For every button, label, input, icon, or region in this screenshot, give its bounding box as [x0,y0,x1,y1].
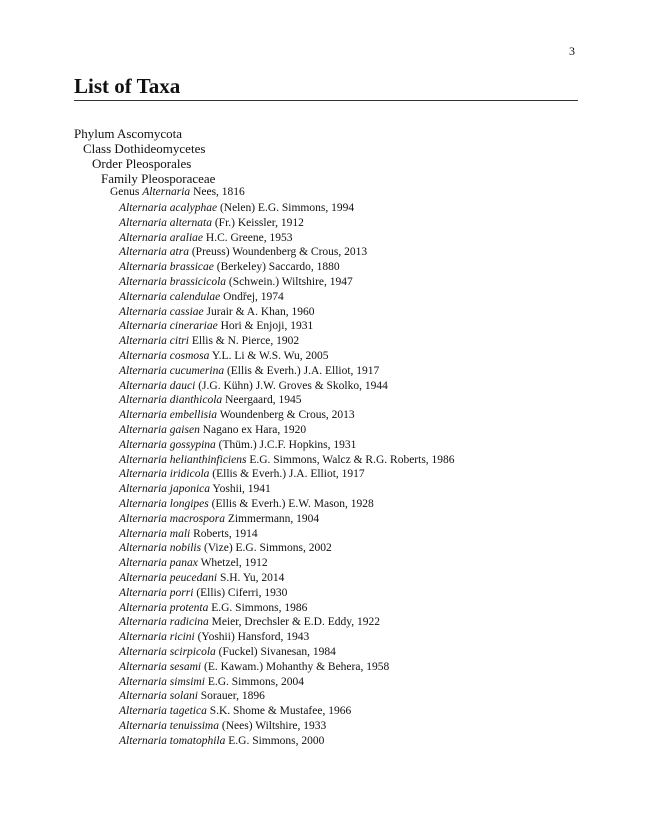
species-name: Alternaria porri [119,586,194,599]
species-authority: Hori & Enjoji, 1931 [217,320,314,333]
species-authority: (Fr.) Keissler, 1912 [211,216,304,229]
species-entry [119,394,302,406]
species-name: Alternaria alternata [119,216,212,229]
species-name: Alternaria iridicola [119,468,210,481]
page-title: List of Taxa [74,74,181,98]
species-entry [119,661,389,673]
species-entry [119,291,284,303]
species-entry [119,276,353,288]
species-name: Alternaria solani [119,690,198,703]
species-name: Alternaria brassicicola [119,276,227,288]
species-name: Alternaria ricini [119,631,195,644]
title-divider [74,100,578,101]
species-entry [119,542,332,554]
species-name: Alternaria sesami [119,660,202,673]
species-name: Alternaria dauci [119,379,196,392]
species-name: Alternaria calendulae [119,290,221,303]
genus-prefix: Genus [110,186,140,198]
species-entry [119,306,315,318]
species-authority: Yoshii, 1941 [210,483,271,496]
species-entry [119,572,284,584]
species-authority: H.C. Greene, 1953 [203,231,293,244]
genus-name: Alternaria [142,186,191,198]
species-entry [119,246,367,258]
species-authority: (Preuss) Woundenberg & Crous, 2013 [188,246,368,259]
page-number: 3 [569,44,575,58]
genus-authority: Nees, 1816 [193,186,245,198]
species-authority: (Nelen) E.G. Simmons, 1994 [217,202,355,214]
species-name: Alternaria cassiae [119,305,204,318]
species-entry [119,424,306,436]
species-authority: E.G. Simmons, 2000 [225,734,325,747]
order-entry: Order Pleosporales [92,156,192,171]
species-entry [119,646,336,658]
species-name: Alternaria radicina [119,616,209,629]
species-name: Alternaria tomatophila [119,734,226,747]
species-authority: (Fuckel) Sivanesan, 1984 [215,646,336,658]
species-entry [119,439,356,451]
species-authority: Meier, Drechsler & E.D. Eddy, 1922 [208,616,381,629]
species-authority: Nagano ex Hara, 1920 [199,424,307,436]
species-authority: (Berkeley) Saccardo, 1880 [213,261,340,274]
species-name: Alternaria embellisia [119,409,218,422]
species-name: Alternaria tagetica [119,705,207,718]
species-name: Alternaria japonica [119,483,211,496]
species-entry [119,365,379,377]
species-entry [119,380,388,392]
species-entry [119,217,304,229]
species-authority: (Schwein.) Wiltshire, 1947 [226,276,353,288]
species-entry [119,498,374,510]
genus-entry [110,186,245,198]
species-entry [119,232,292,244]
species-authority: Jurair & A. Khan, 1960 [203,305,315,318]
species-entry [119,350,329,362]
species-authority: E.G. Simmons, 2004 [204,675,304,688]
species-name: Alternaria araliae [119,231,204,244]
species-entry [119,409,355,421]
species-entry [119,602,307,614]
species-authority: Ondřej, 1974 [220,290,284,303]
species-entry [119,335,299,347]
species-name: Alternaria citri [119,335,189,348]
class-entry: Class Dothideomycetes [83,141,206,156]
species-authority: (Ellis) Ciferri, 1930 [193,586,288,599]
species-authority: Neergaard, 1945 [222,394,302,407]
species-entry [119,616,380,628]
species-name: Alternaria scirpicola [119,646,216,658]
species-authority: Zimmermann, 1904 [224,512,320,525]
species-authority: (E. Kawam.) Mohanthy & Behera, 1958 [201,660,390,673]
species-entry [119,468,365,480]
species-entry [119,513,319,525]
species-name: Alternaria cosmosa [119,350,210,362]
species-authority: S.H. Yu, 2014 [217,572,285,584]
species-authority: Whetzel, 1912 [197,557,268,570]
species-name: Alternaria macrospora [119,512,225,525]
species-entry [119,587,287,599]
species-authority: (Thüm.) J.C.F. Hopkins, 1931 [215,438,357,451]
species-entry [119,261,340,273]
species-authority: Roberts, 1914 [190,527,258,540]
species-authority: Woundenberg & Crous, 2013 [217,409,355,422]
species-authority: E.G. Simmons, Walcz & R.G. Roberts, 1986 [246,453,455,466]
species-name: Alternaria acalyphae [119,202,218,214]
phylum-entry: Phylum Ascomycota [74,126,182,141]
species-entry [119,528,258,540]
species-entry [119,705,351,717]
species-entry [119,454,455,466]
species-authority: (Vize) E.G. Simmons, 2002 [201,542,332,555]
species-name: Alternaria dianthicola [119,394,223,407]
species-authority: Y.L. Li & W.S. Wu, 2005 [209,350,329,362]
species-name: Alternaria brassicae [119,261,214,274]
species-authority: S.K. Shome & Mustafee, 1966 [206,705,352,718]
species-name: Alternaria longipes [119,498,209,510]
species-entry [119,690,265,702]
species-name: Alternaria gossypina [119,438,216,451]
species-authority: (Nees) Wiltshire, 1933 [219,720,327,732]
species-entry [119,631,309,643]
species-entry [119,676,304,688]
species-authority: (Ellis & Everh.) J.A. Elliot, 1917 [224,364,380,377]
species-authority: (Ellis & Everh.) E.W. Mason, 1928 [208,498,374,510]
species-name: Alternaria cinerariae [119,320,218,333]
species-name: Alternaria simsimi [119,675,205,688]
species-authority: (Ellis & Everh.) J.A. Elliot, 1917 [209,468,365,481]
species-name: Alternaria peucedani [119,572,218,584]
species-entry [119,720,326,732]
species-authority: (Yoshii) Hansford, 1943 [194,631,310,644]
species-authority: Sorauer, 1896 [197,690,265,703]
species-name: Alternaria cucumerina [119,364,225,377]
species-name: Alternaria helianthinficiens [119,453,247,466]
species-name: Alternaria protenta [119,601,209,614]
species-entry [119,483,271,495]
species-name: Alternaria mali [119,527,191,540]
species-name: Alternaria tenuissima [119,720,219,732]
species-entry [119,557,268,569]
species-authority: E.G. Simmons, 1986 [208,601,308,614]
species-name: Alternaria panax [119,557,198,570]
species-name: Alternaria nobilis [119,542,202,555]
species-entry [119,735,324,747]
species-name: Alternaria gaisen [119,424,200,436]
species-entry [119,320,313,332]
species-entry [119,202,354,214]
species-authority: (J.G. Kühn) J.W. Groves & Skolko, 1944 [195,379,388,392]
family-entry: Family Pleosporaceae [101,171,216,186]
species-name: Alternaria atra [119,246,189,259]
species-authority: Ellis & N. Pierce, 1902 [188,335,300,348]
